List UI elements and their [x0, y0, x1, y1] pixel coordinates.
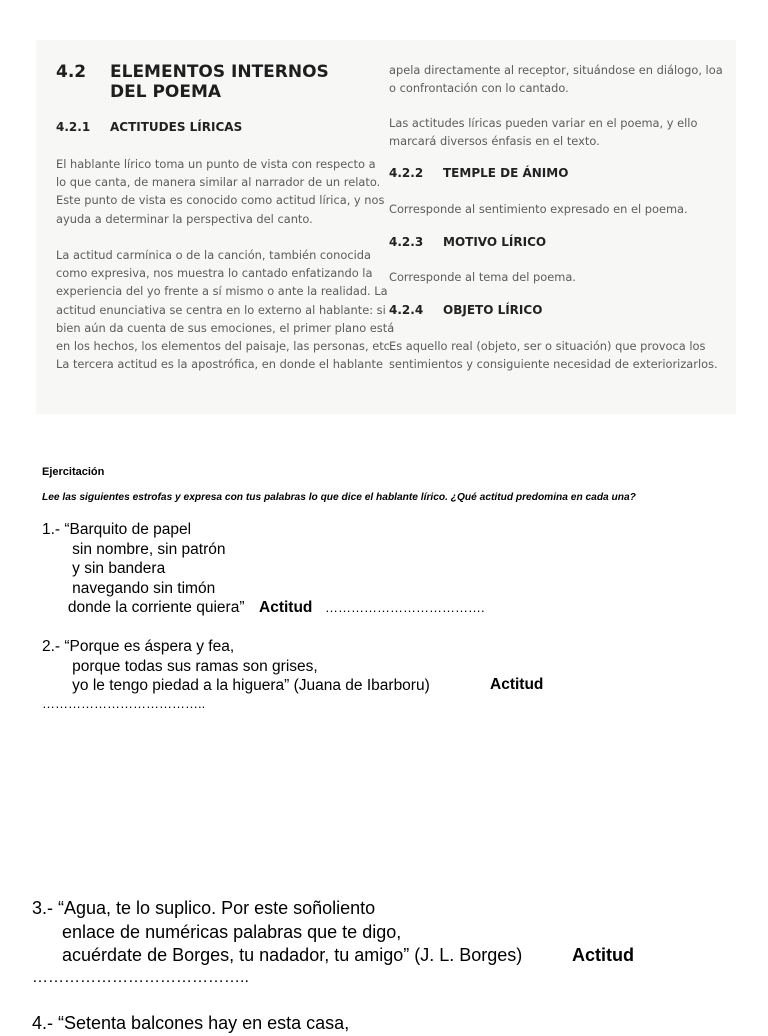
answer-blank-1[interactable]: ……………………………….: [325, 600, 485, 615]
paragraph-motivo: [389, 268, 576, 286]
paragraph-tipos-actitud: [56, 246, 394, 373]
section-number: 4.2: [56, 62, 87, 82]
section-title-line: ELEMENTOS INTERNOS: [110, 62, 329, 82]
text-line: ayuda a determinar la perspectiva del canto.: [56, 211, 313, 226]
text-line: como expresiva, nos muestra lo cantado enfatizando la: [56, 266, 373, 281]
actitud-label-2: [490, 675, 543, 695]
paragraph-continuation: [389, 61, 723, 97]
actitud-label: Actitud: [490, 676, 544, 693]
text-line: Este punto de vista es conocido como actitud lírica, y nos: [56, 193, 385, 208]
poem-line: 4.- “Setenta balcones hay en esta casa,: [32, 1013, 350, 1033]
poem-line: 2.- “Porque es áspera y fea,: [42, 638, 235, 655]
subsection-title: TEMPLE DE ÁNIMO: [443, 166, 569, 180]
subsection-title: MOTIVO LÍRICO: [443, 235, 547, 249]
subsection-title: OBJETO LÍRICO: [443, 303, 543, 317]
poem-line: yo le tengo piedad a la higuera” (Juana de Ibarboru): [42, 677, 430, 694]
poem-line: 1.- “Barquito de papel: [42, 521, 192, 538]
paragraph-temple: [389, 200, 688, 218]
poem-line: y sin bandera: [42, 560, 166, 577]
subsection-title: ACTITUDES LÍRICAS: [110, 120, 243, 134]
text-line: Las actitudes líricas pueden variar en el poema, y ello: [389, 116, 698, 130]
text-line: La actitud carmínica o de la canción, también conocida: [56, 248, 371, 262]
paragraph-actitud-lirica: [56, 155, 384, 228]
subsection-heading-4-2-4: [389, 303, 709, 319]
poem-line: acuérdate de Borges, tu nadador, tu amigo” (J. L. Borges): [32, 945, 523, 965]
subsection-number: 4.2.2: [389, 166, 424, 180]
poem-line: porque todas sus ramas son grises,: [42, 657, 318, 675]
subsection-heading-4-2-2: [389, 166, 709, 182]
subsection-heading-4-2-1: [56, 120, 376, 136]
text-line: Corresponde al sentimiento expresado en el poema.: [389, 202, 688, 216]
subsection-heading-4-2-3: [389, 235, 709, 251]
text-line: El hablante lírico toma un punto de vista con respecto a: [56, 157, 376, 171]
poem-line: 3.- “Agua, te lo suplico. Por este soñoliento: [32, 898, 376, 918]
poem-line: donde la corriente quiera”: [42, 599, 245, 616]
section-title: [110, 62, 329, 102]
subsection-number: 4.2.1: [56, 120, 91, 134]
text-line: Es aquello real (objeto, ser o situación) que provoca los: [389, 339, 706, 353]
text-line: en los hechos, los elementos del paisaje, las personas, etc.: [56, 339, 394, 354]
exercise-item-2: [42, 637, 430, 696]
text-line: La tercera actitud es la apostrófica, en donde el hablante: [56, 357, 383, 372]
paragraph-objeto: [389, 337, 718, 373]
actitud-label-3: [572, 944, 634, 968]
exercise-item-1: [42, 520, 244, 618]
answer-blank-3[interactable]: …………………………………..: [32, 969, 249, 986]
exercise-title: Ejercitación: [42, 466, 105, 478]
paragraph-variacion: [389, 114, 697, 150]
poem-line: navegando sin timón: [42, 579, 216, 597]
exercise-instruction: Lee las siguientes estrofas y expresa con tus palabras lo que dice el hablante lírico. ¿Qué actitud predomina en cada una?: [42, 492, 636, 503]
text-line: o confrontación con lo cantado.: [389, 81, 569, 96]
section-title-line: DEL POEMA: [110, 82, 222, 102]
text-line: apela directamente al receptor, situándose en diálogo, loa: [389, 63, 723, 77]
actitud-label: Actitud: [572, 945, 634, 965]
text-line: marcará diversos énfasis en el texto.: [389, 134, 600, 149]
poem-line: sin nombre, sin patrón: [42, 540, 226, 558]
actitud-label-1: [259, 598, 312, 618]
text-line: actitud enunciativa se centra en lo externo al hablante: si: [56, 302, 386, 317]
actitud-label: Actitud: [259, 599, 313, 616]
poem-line: enlace de numéricas palabras que te digo,: [32, 921, 402, 942]
text-line: experiencia del yo frente a sí mismo o ante la realidad. La: [56, 284, 388, 299]
exercise-item-3: [32, 897, 522, 968]
subsection-number: 4.2.4: [389, 303, 424, 317]
text-line: bien aún da cuenta de sus emociones, el primer plano está: [56, 320, 395, 335]
answer-blank-2[interactable]: ………………………………..: [42, 696, 206, 711]
text-line: sentimientos y consiguiente necesidad de exteriorizarlos.: [389, 357, 718, 372]
text-line: Corresponde al tema del poema.: [389, 270, 576, 284]
subsection-number: 4.2.3: [389, 235, 424, 249]
text-line: lo que canta, de manera similar al narrador de un relato.: [56, 175, 381, 190]
